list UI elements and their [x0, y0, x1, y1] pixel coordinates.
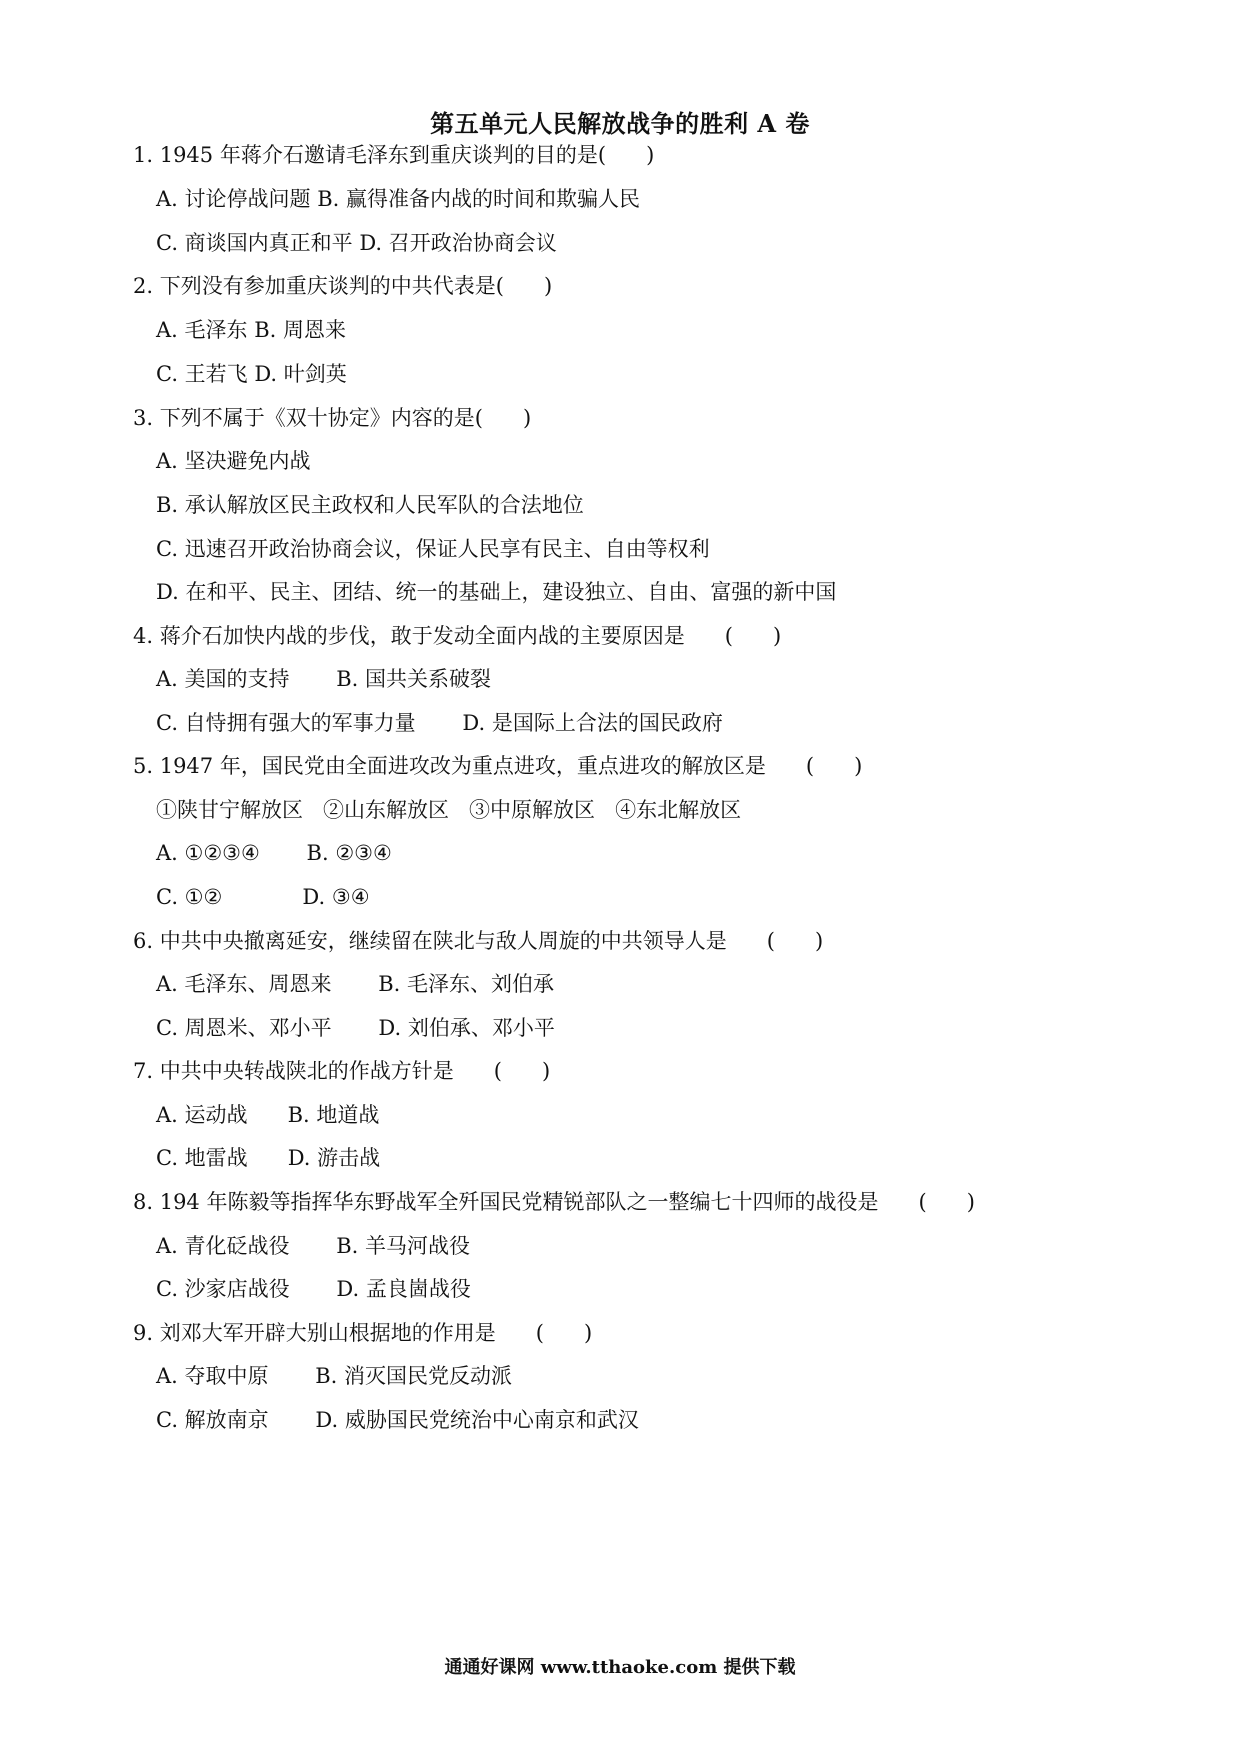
document-title: 第五单元人民解放战争的胜利 A 卷 — [430, 109, 810, 138]
question-stem: 8. 194 年陈毅等指挥华东野战军全歼国民党精锐部队之一整编七十四师的战役是 ( ) — [133, 1190, 975, 1214]
answer-options: A. 运动战 B. 地道战 — [156, 1103, 380, 1127]
answer-options: ①陕甘宁解放区 ②山东解放区 ③中原解放区 ④东北解放区 — [156, 798, 742, 822]
answer-options: C. 地雷战 D. 游击战 — [156, 1146, 381, 1170]
answer-options: A. 青化砭战役 B. 羊马河战役 — [156, 1234, 471, 1258]
answer-options: D. 在和平、民主、团结、统一的基础上，建设独立、自由、富强的新中国 — [156, 580, 837, 604]
question-stem: 5. 1947 年，国民党由全面进攻改为重点进攻，重点进攻的解放区是 ( ) — [133, 754, 863, 778]
answer-options: A. 坚决避免内战 — [156, 449, 311, 473]
question-stem: 6. 中共中央撤离延安，继续留在陕北与敌人周旋的中共领导人是 ( ) — [133, 929, 824, 953]
question-stem: 2. 下列没有参加重庆谈判的中共代表是( ) — [133, 274, 553, 298]
answer-options: C. 沙家店战役 D. 孟良崮战役 — [156, 1277, 471, 1301]
answer-options: A. 讨论停战问题 B. 赢得准备内战的时间和欺骗人民 — [156, 187, 640, 211]
answer-options: A. 美国的支持 B. 国共关系破裂 — [156, 667, 492, 691]
answer-options: C. 迅速召开政治协商会议，保证人民享有民主、自由等权利 — [156, 537, 710, 561]
answer-options: C. 周恩米、邓小平 D. 刘伯承、邓小平 — [156, 1016, 555, 1040]
answer-options: C. 自恃拥有强大的军事力量 D. 是国际上合法的国民政府 — [156, 711, 723, 735]
question-stem: 9. 刘邓大军开辟大别山根据地的作用是 ( ) — [133, 1321, 593, 1345]
answer-options: C. 商谈国内真正和平 D. 召开政治协商会议 — [156, 231, 557, 255]
answer-options: C. ①② D. ③④ — [156, 885, 370, 909]
answer-options: C. 解放南京 D. 威胁国民党统治中心南京和武汉 — [156, 1408, 639, 1432]
answer-options: A. 毛泽东 B. 周恩来 — [156, 318, 346, 342]
answer-options: B. 承认解放区民主政权和人民军队的合法地位 — [156, 493, 584, 517]
question-stem: 7. 中共中央转战陕北的作战方针是 ( ) — [133, 1059, 551, 1083]
footer-credit: 通通好课网 www.tthaoke.com 提供下载 — [444, 1657, 796, 1678]
answer-options: C. 王若飞 D. 叶剑英 — [156, 362, 347, 386]
answer-options: A. ①②③④ B. ②③④ — [156, 841, 392, 865]
question-stem: 4. 蒋介石加快内战的步伐，敢于发动全面内战的主要原因是 ( ) — [133, 624, 782, 648]
answer-options: A. 毛泽东、周恩来 B. 毛泽东、刘伯承 — [156, 972, 555, 996]
answer-options: A. 夺取中原 B. 消灭国民党反动派 — [156, 1364, 513, 1388]
question-stem: 1. 1945 年蒋介石邀请毛泽东到重庆谈判的目的是( ) — [133, 143, 655, 167]
question-stem: 3. 下列不属于《双十协定》内容的是( ) — [133, 406, 532, 430]
